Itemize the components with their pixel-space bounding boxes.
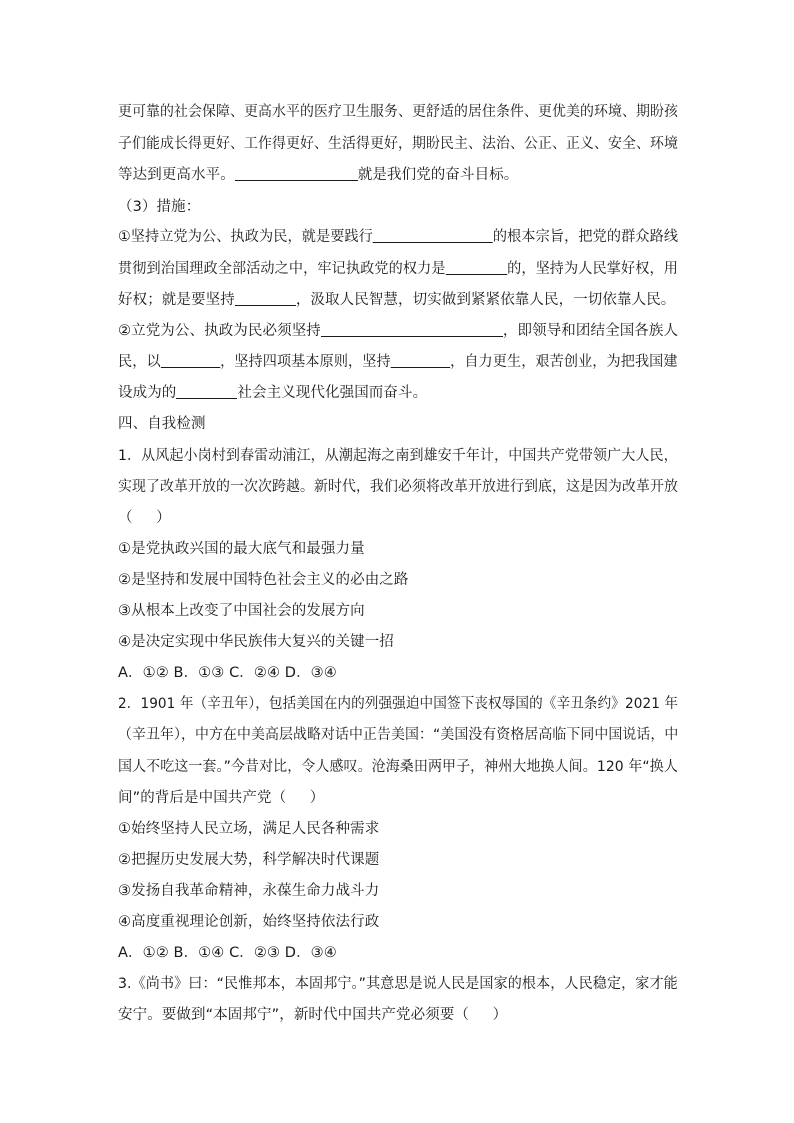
question-text [118,974,678,994]
section-heading [118,197,200,217]
line-text: ③从根本上改变了中国社会的发展方向 [118,603,365,619]
line-text: 间”的背后是中国共产党（ ） [118,790,325,806]
line-text: A．①② B．①④ C．②③ D．③④ [118,945,337,961]
fill-in-blank[interactable] [321,322,503,337]
line-text: 安宁。要做到“本固邦宁”，新时代中国共产党必须要（ ） [118,1007,508,1023]
fill-in-blank[interactable] [373,228,493,243]
line-text: ②立党为公、执政为民必须坚持 [118,323,321,339]
line-text: 3.《尚书》曰：“民惟邦本，本固邦宁。”其意思是说人民是国家的根本，人民稳定，家才能 [118,976,678,992]
question-text [118,725,678,745]
option-item [118,850,379,870]
line-text: ②是坚持和发展中国特色社会主义的必由之路 [118,572,409,588]
section-heading [118,414,206,434]
text-line [118,259,678,279]
line-text: 国人不吃这一套。”今昔对比，令人感叹。沧海桑田两甲子，神州大地换人间。120 年“换人 [118,759,678,775]
fill-in-blank[interactable] [161,353,220,368]
line-text: 更可靠的社会保障、更高水平的医疗卫生服务、更舒适的居住条件、更优美的环境、期盼孩 [118,104,678,120]
line-text: 实现了改革开放的一次次跨越。新时代，我们必须将改革开放进行到底，这是因为改革开放 [118,479,678,495]
answer-bracket [118,508,171,528]
line-text: 好权；就是要坚持 [118,292,235,308]
line-text: （ ） [118,510,171,526]
answer-choices [118,943,337,963]
text-line [118,321,678,341]
text-line [118,352,678,372]
line-text: ①是党执政兴国的最大底气和最强力量 [118,541,365,557]
option-item [118,819,379,839]
question-text [118,788,324,808]
line-text: 设成为的 [118,385,177,401]
option-item [118,881,379,901]
line-text: ①坚持立党为公、执政为民，就是要践行 [118,229,373,245]
text-line [118,383,427,403]
line-text: 社会主义现代化强国而奋斗。 [237,385,428,401]
line-text: 贯彻到治国理政全部活动之中，牢记执政党的权力是 [118,261,446,277]
line-text: 就是我们党的奋斗目标。 [357,167,519,183]
line-text: 民，以 [118,354,161,370]
line-text: ④是决定实现中华民族伟大复兴的关键一招 [118,634,394,650]
line-text: （辛丑年），中方在中美高层战略对话中正告美国：“美国没有资格居高临下同中国说话，中 [118,727,679,743]
fill-in-blank[interactable] [235,166,358,181]
heading-text: 四、自我检测 [118,416,206,432]
line-text: ①始终坚持人民立场，满足人民各种需求 [118,821,380,837]
option-item [118,912,379,932]
line-text: ，自力更生，艰苦创业，为把我国建 [450,354,678,370]
line-text: ④高度重视理论创新，始终坚持依法行政 [118,914,380,930]
line-text: ，坚持四项基本原则，坚持 [220,354,391,370]
text-line [118,227,678,247]
question-text [118,1005,507,1025]
line-text: A．①② B．①③ C．②④ D．③④ [118,665,337,681]
question-text [118,477,678,497]
line-text: ，即领导和团结全国各族人 [502,323,679,339]
fill-in-blank[interactable] [446,260,507,275]
answer-choices [118,663,337,683]
line-text: ，汲取人民智慧，切实做到紧紧依靠人民，一切依靠人民。 [295,292,676,308]
line-text: 2．1901 年（辛丑年），包括美国在内的列强强迫中国签下丧权辱国的《辛丑条约》2021 年 [118,696,679,712]
option-item [118,539,365,559]
text-line [118,290,675,310]
option-item [118,601,365,621]
line-text: 等达到更高水平。 [118,167,235,183]
text-line [118,165,518,185]
fill-in-blank[interactable] [391,353,450,368]
option-item [118,570,409,590]
question-text [118,757,678,777]
fill-in-blank[interactable] [235,291,296,306]
question-text [118,694,678,714]
text-line [118,102,678,122]
line-text: ②把握历史发展大势，科学解决时代课题 [118,852,380,868]
fill-in-blank[interactable] [176,384,237,399]
line-text: ③发扬自我革命精神，永葆生命力战斗力 [118,883,380,899]
text-line [118,134,678,154]
line-text: 的，坚持为人民掌好权，用 [507,261,679,277]
line-text: 1．从风起小岗村到春雷动浦江，从潮起海之南到雄安千年计，中国共产党带领广大人民， [118,448,678,464]
line-text: 的根本宗旨，把党的群众路线 [492,229,679,245]
line-text: 子们能成长得更好、工作得更好、生活得更好，期盼民主、法治、公正、正义、安全、环境 [118,136,678,152]
option-item [118,632,394,652]
heading-text: （3）措施： [118,199,201,215]
question-text [118,446,678,466]
